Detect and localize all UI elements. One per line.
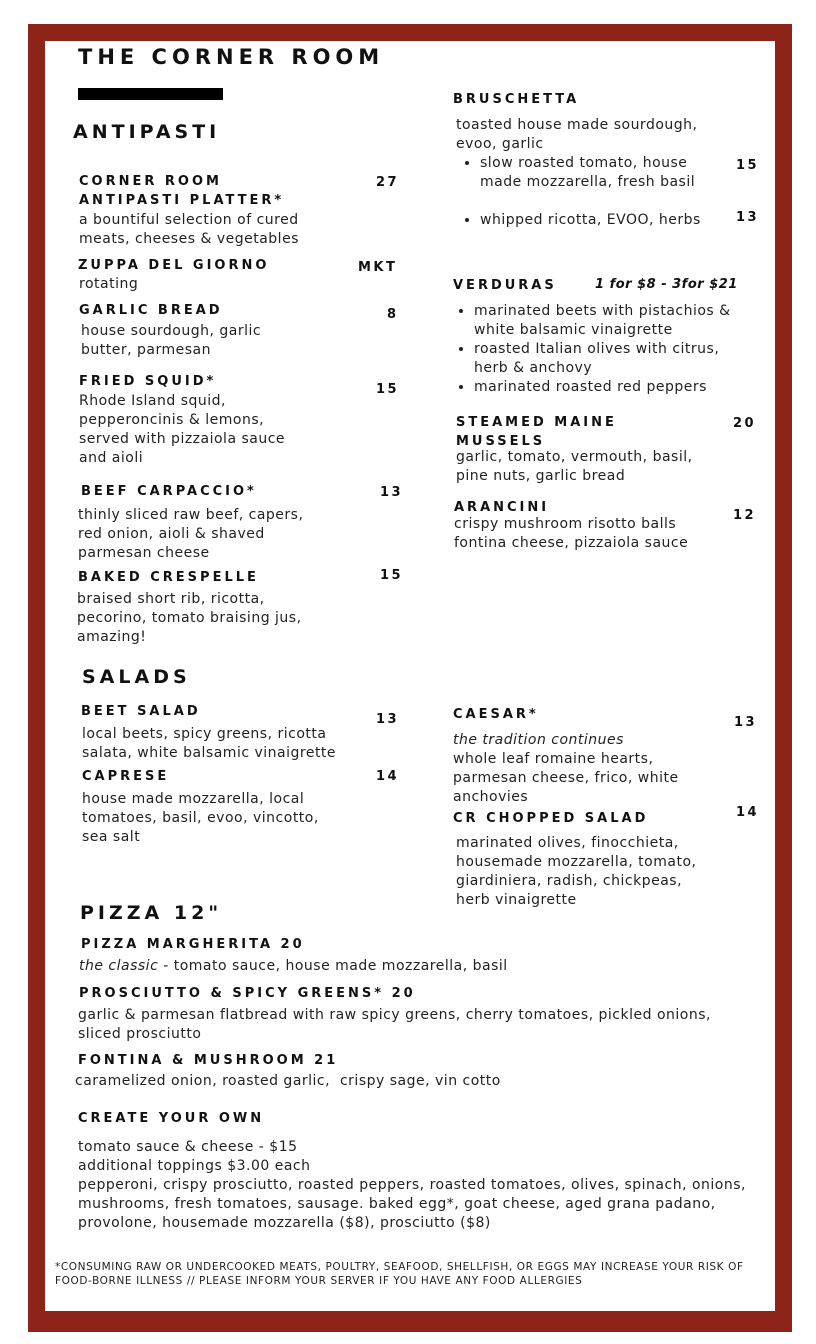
item-name-fontina-pizza: FONTINA & MUSHROOM 21: [78, 1053, 339, 1068]
item-name-fried-squid: FRIED SQUID*: [79, 374, 217, 389]
item-price-garlic-bread: 8: [387, 307, 399, 322]
item-desc-antipasti-platter: a bountiful selection of cured meats, cheeses & vegetables: [79, 212, 299, 247]
item-price-fried-squid: 15: [376, 382, 400, 397]
bruschetta-option-list: [456, 154, 714, 192]
item-price-baked-crespelle: 15: [380, 568, 404, 583]
item-desc-baked-crespelle: braised short rib, ricotta, pecorino, tomato braising jus, amazing!: [77, 591, 302, 645]
item-price-beet-salad: 13: [376, 712, 400, 727]
item-price-mussels: 20: [733, 416, 757, 431]
create-toppings-list: pepperoni, crispy prosciutto, roasted peppers, roasted tomatoes, olives, spinach, onions, mushrooms, fresh tomatoes, sausage. baked egg*, goat cheese, aged grana padano, provolone, housemade mozzarella ($8), prosciutto ($8): [78, 1177, 746, 1231]
raw-food-disclaimer: *CONSUMING RAW OR UNDERCOOKED MEATS, POULTRY, SEAFOOD, SHELLFISH, OR EGGS MAY INCREASE YOUR RISK OF FOOD-BORNE ILLNESS // PLEASE INFORM YOUR SERVER IF YOU HAVE ANY FOOD ALLERGIES: [55, 1261, 744, 1287]
create-topping-price: additional toppings $3.00 each: [78, 1158, 311, 1174]
item-name-beet-salad: BEET SALAD: [81, 704, 201, 719]
bruschetta-option: • whipped ricotta, EVOO, herbs: [480, 211, 756, 230]
item-name-bruschetta: BRUSCHETTA: [453, 92, 580, 107]
item-tagline-caesar: the tradition continues: [453, 732, 624, 748]
item-desc-arancini: crispy mushroom risotto balls fontina cheese, pizzaiola sauce: [454, 516, 689, 551]
item-price-caesar: 13: [734, 715, 758, 730]
item-desc-garlic-bread: house sourdough, garlic butter, parmesan: [81, 323, 262, 358]
item-name-beef-carpaccio: BEEF CARPACCIO*: [81, 484, 257, 499]
item-name-prosciutto-pizza: PROSCIUTTO & SPICY GREENS* 20: [79, 986, 416, 1001]
item-name-garlic-bread: GARLIC BREAD: [79, 303, 223, 318]
item-price-zuppa: MKT: [358, 260, 398, 275]
item-name-mussels: STEAMED MAINE MUSSELS: [456, 415, 617, 449]
verduras-item: • marinated roasted red peppers: [474, 378, 740, 397]
bruschetta-option-price: 13: [736, 210, 760, 225]
item-price-chopped-salad: 14: [736, 805, 760, 820]
item-name-pizza-margherita: PIZZA MARGHERITA 20: [81, 937, 305, 952]
item-desc-pizza-margherita: [79, 957, 508, 976]
section-title-salads: SALADS: [82, 666, 191, 688]
item-desc-fried-squid: Rhode Island squid, pepperoncinis & lemons, served with pizzaiola sauce and aioli: [79, 393, 286, 466]
item-desc-beef-carpaccio: thinly sliced raw beef, capers, red onion, aioli & shaved parmesan cheese: [78, 507, 304, 561]
restaurant-name: THE CORNER ROOM: [78, 45, 385, 69]
verduras-list: [450, 302, 740, 397]
margherita-lead: the classic: [79, 958, 159, 974]
item-name-baked-crespelle: BAKED CRESPELLE: [78, 570, 259, 585]
item-name-verduras: VERDURAS: [453, 278, 557, 293]
bruschetta-option: • slow roasted tomato, house made mozzarella, fresh basil: [480, 154, 714, 192]
item-name-zuppa: ZUPPA DEL GIORNO: [78, 258, 270, 273]
create-base-price: tomato sauce & cheese - $15: [78, 1139, 298, 1155]
bruschetta-option-list: [456, 211, 756, 230]
bruschetta-option-price: 15: [736, 158, 760, 173]
item-price-caprese: 14: [376, 769, 400, 784]
item-desc-beet-salad: local beets, spicy greens, ricotta salata, white balsamic vinaigrette: [82, 726, 337, 761]
item-desc-caprese: house made mozzarella, local tomatoes, basil, evoo, vincotto, sea salt: [82, 791, 319, 845]
item-desc-chopped-salad: marinated olives, finocchieta, housemade mozzarella, tomato, giardiniera, radish, chickpeas, herb vinaigrette: [456, 835, 697, 908]
item-price-arancini: 12: [733, 508, 757, 523]
item-name-chopped-salad: CR CHOPPED SALAD: [453, 811, 649, 826]
item-desc-caesar: whole leaf romaine hearts, parmesan cheese, frico, white anchovies: [453, 751, 679, 805]
item-price-antipasti-platter: 27: [376, 175, 400, 190]
item-desc-bruschetta: toasted house made sourdough, evoo, garlic: [456, 117, 698, 152]
verduras-item: • roasted Italian olives with citrus, herb & anchovy: [474, 340, 740, 378]
item-price-beef-carpaccio: 13: [380, 485, 404, 500]
item-name-caesar: CAESAR*: [453, 707, 539, 722]
margherita-desc: - tomato sauce, house made mozzarella, basil: [158, 958, 508, 974]
verduras-deal: 1 for $8 - 3for $21: [595, 277, 738, 292]
item-name-antipasti-platter: CORNER ROOM ANTIPASTI PLATTER*: [79, 174, 285, 208]
section-title-pizza: PIZZA 12": [80, 902, 223, 924]
item-desc-zuppa: rotating: [79, 276, 139, 292]
verduras-item: • marinated beets with pistachios & white balsamic vinaigrette: [474, 302, 740, 340]
item-name-caprese: CAPRESE: [82, 769, 170, 784]
item-desc-prosciutto-pizza: garlic & parmesan flatbread with raw spicy greens, cherry tomatoes, pickled onions, sliced prosciutto: [78, 1007, 711, 1042]
item-name-arancini: ARANCINI: [454, 500, 550, 515]
title-underline-bar: [78, 88, 223, 100]
section-title-antipasti: ANTIPASTI: [73, 121, 221, 143]
item-desc-fontina-pizza: caramelized onion, roasted garlic, crispy sage, vin cotto: [75, 1073, 501, 1089]
item-name-create-your-own: CREATE YOUR OWN: [78, 1111, 265, 1126]
item-desc-mussels: garlic, tomato, vermouth, basil, pine nuts, garlic bread: [456, 449, 693, 484]
